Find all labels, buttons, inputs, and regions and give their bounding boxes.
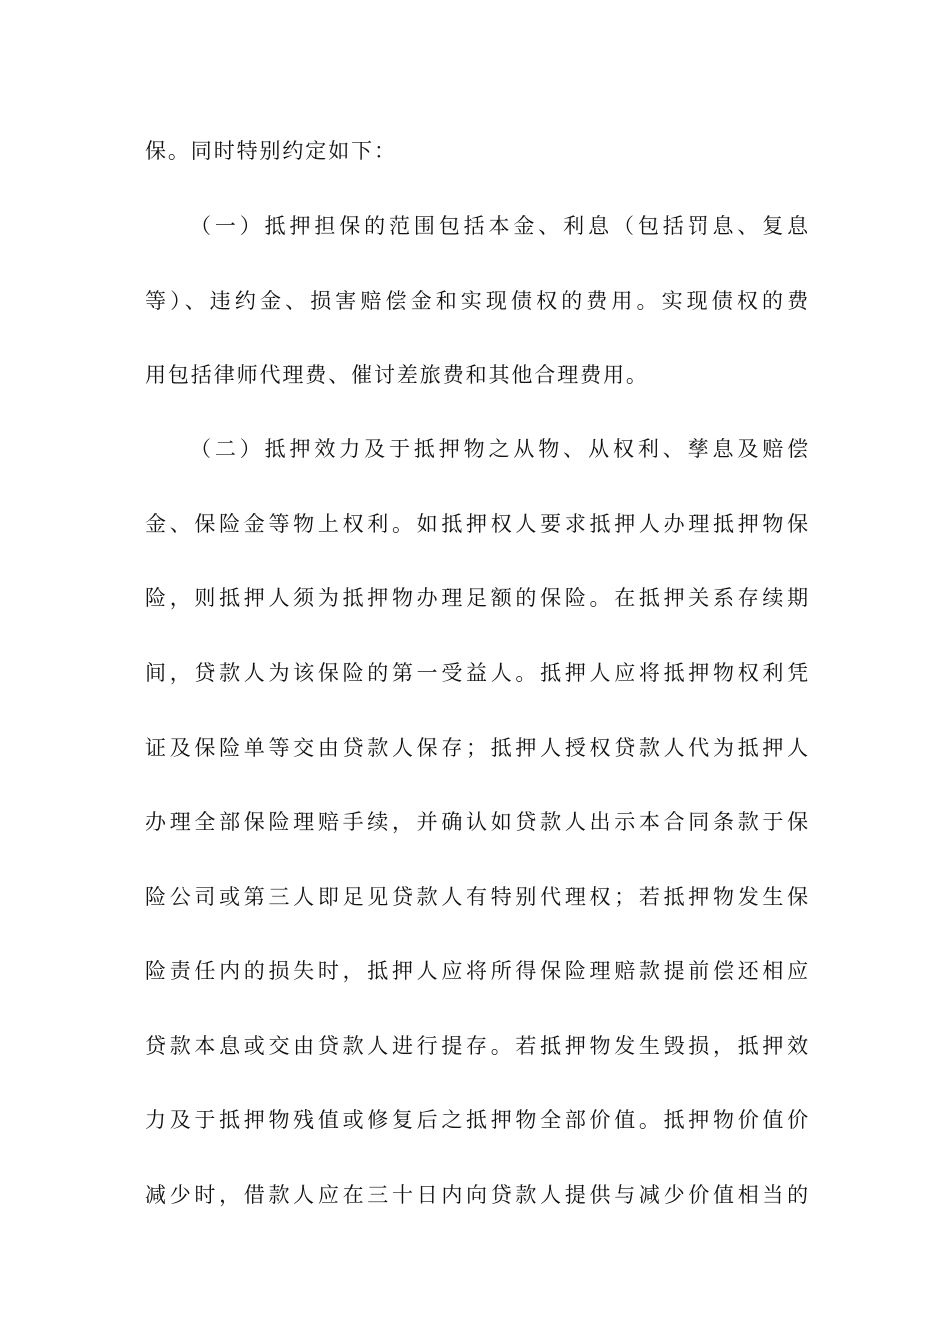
text-line-10: 办理全部保险理赔手续，并确认如贷款人出示本合同条款于保 — [145, 810, 810, 834]
text-line-8: 间，贷款人为该保险的第一受益人。抵押人应将抵押物权利凭 — [145, 661, 810, 685]
text-line-6: 金、保险金等物上权利。如抵押权人要求抵押人办理抵押物保 — [145, 512, 810, 536]
text-line-15: 减少时，借款人应在三十日内向贷款人提供与减少价值相当的 — [145, 1183, 810, 1207]
text-line-13: 贷款本息或交由贷款人进行提存。若抵押物发生毁损，抵押效 — [145, 1034, 810, 1058]
text-line-4: 用包括律师代理费、催讨差旅费和其他合理费用。 — [145, 363, 649, 387]
text-line-11: 险公司或第三人即足见贷款人有特别代理权；若抵押物发生保 — [145, 885, 810, 909]
text-line-9: 证及保险单等交由贷款人保存；抵押人授权贷款人代为抵押人 — [145, 736, 810, 760]
text-line-14: 力及于抵押物残值或修复后之抵押物全部价值。抵押物价值价 — [145, 1108, 810, 1132]
text-line-5: （二）抵押效力及于抵押物之从物、从权利、孳息及赔偿 — [190, 437, 810, 461]
text-line-1: 保。同时特别约定如下： — [145, 139, 397, 163]
text-line-7: 险，则抵押人须为抵押物办理足额的保险。在抵押关系存续期 — [145, 586, 810, 610]
text-line-3: 等）、违约金、损害赔偿金和实现债权的费用。实现债权的费 — [145, 289, 810, 313]
text-line-12: 险责任内的损失时，抵押人应将所得保险理赔款提前偿还相应 — [145, 959, 810, 983]
text-line-2: （一）抵押担保的范围包括本金、利息（包括罚息、复息 — [190, 214, 810, 238]
